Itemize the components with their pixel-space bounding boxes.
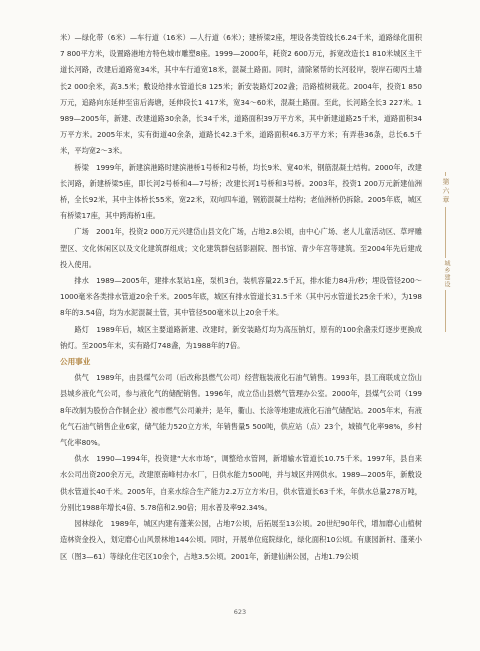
paragraph-greening: 园林绿化 1989年，城区内建有蓬莱公园，占地7公顷，后拓展至13公顷。20世纪90年代，增加磨心山植树造林资金投入，划定磨心山风景林地144公顷。同时，开展单位庭院绿化，绿化面积10公顷。有康园新村、蓬莱小区（图3—61）等绿化住宅区10余个，占地3.5公顷。2001年，新建仙洲公园，占地1.79公顷 bbox=[60, 519, 422, 561]
paragraph-drainage: 排水 1989—2005年，建排水泵站1座，泵机3台，装机容量22.5千瓦，排水能力84升/秒；埋设管径200～1000毫米各类排水管道20余千米。2005年底，城区有排水管道长31.5千米（其中污水管道长25余千米），为1988年的3.54倍，均为水泥混凝土管，其中管径500毫米以上20余千米。 bbox=[60, 276, 422, 318]
chapter-label: 第六章 bbox=[437, 176, 455, 207]
paragraph-bridges: 桥梁 1999年，新建滨港路时建滨港桥1号桥和2号桥，均长9米、宽40米，钢筋混凝土结构。2000年，改建长河路，新建桥梁5座，即长河2号桥和4—7号桥；改建长河1号桥和3号桥。2003年，投资1 200万元新建仙洲桥，全长92米，其中主体桥长55米，宽22米，双向四车道，钢筋混凝土结构；老仙洲桥仍拆除。2005年底，城区有桥梁17座，其中跨海桥1座。 bbox=[60, 162, 422, 221]
section-label: 城乡建设 bbox=[437, 258, 455, 290]
section-heading: 公用事业 bbox=[60, 357, 91, 367]
paragraph-gas: 供气 1989年，由县煤气公司（后改称县燃气公司）经营瓶装液化石油气销售。1993年，县工商联成立岱山县城乡液化气公司，参与液化气的储配销售。1996年，成立岱山县燃气管理办公室。2000年，县煤气公司（1998年改制为股份合作制企业）被市燃气公司兼并；是年，衢山、长涂等地建成液化石油气储配站。2005年末，有液化气石油气销售企业6家，储气能力520立方米，年销售量5 500吨，供应站（点）23个，城镇气化率98%，乡村气化率80%。 bbox=[60, 373, 422, 448]
paragraph-streetlights: 路灯 1989年后，城区主要道路新建、改建时，新安装路灯均为高压钠灯，原有的100余盏汞灯逐步更换成钠灯。至2005年末，实有路灯748盏，为1988年的7倍。 bbox=[60, 324, 422, 350]
side-tab bbox=[437, 172, 455, 332]
body-text bbox=[60, 30, 422, 565]
paragraph-roads: 米）—绿化带（6米）—车行道（16米）—人行道（6米）；建桥梁2座，埋设各类管线长6.24千米，道路绿化面积7 800平方米，设置路港地方特色城市雕塑8座。1999—2000年，耗资2 600万元，拆宽改造长1 810米城区主干道长河路，改建后道路宽34米，其中车行道宽18米，混凝土路面。同时，清除紧帮的长河驳岸，裂岸石砌丙土墙长2 000余米，高3.5米；敷设给排水管道长8 125米；新安装路灯202盏；沿路植树栽花。2004年，投资1 850万元，追路向东延伸至宙后海塘，延伸段长1 417米，宽34～60米，混凝土路面。至此，长河路全长3 227米。1989—2005年，新建、改建道路30余条，长34千米，道路面积39万平方米，其中新建道路25千米，道路面积34万平方米。2005年末，实有街道40余条，道路长42.3千米，道路面积46.3万平方米；有弄巷36条，总长6.5千米，平均宽2～3米。 bbox=[60, 33, 422, 156]
paragraph-water: 供水 1990—1994年，投资建“大水市场”，调整给水管网，新增输水管道长10.75千米。1997年，县自来水公司出资200余万元，改建原南峰村办水厂，日供水能力500吨，并与城区并网供水。1989—2005年，新敷设供水管道长40千米。2005年，自来水综合生产能力2.2万立方米/日，供水管道长63千米，年供水总量278万吨，分别比1988年增长4倍、5.78倍和2.90倍；用水普及率92.34%。 bbox=[60, 454, 422, 512]
paragraph-plaza: 广场 2001年，投资2 000万元兴建岱山县文化广场，占地2.8公顷，由中心广场、老人儿童活动区、草坪雕塑区、文化休闲区以及文化建筑群组成；文化建筑群包括影剧院、图书馆、青少年宫等建筑。至2004年先后建成投入使用。 bbox=[60, 227, 422, 269]
page-number: 623 bbox=[233, 608, 247, 616]
